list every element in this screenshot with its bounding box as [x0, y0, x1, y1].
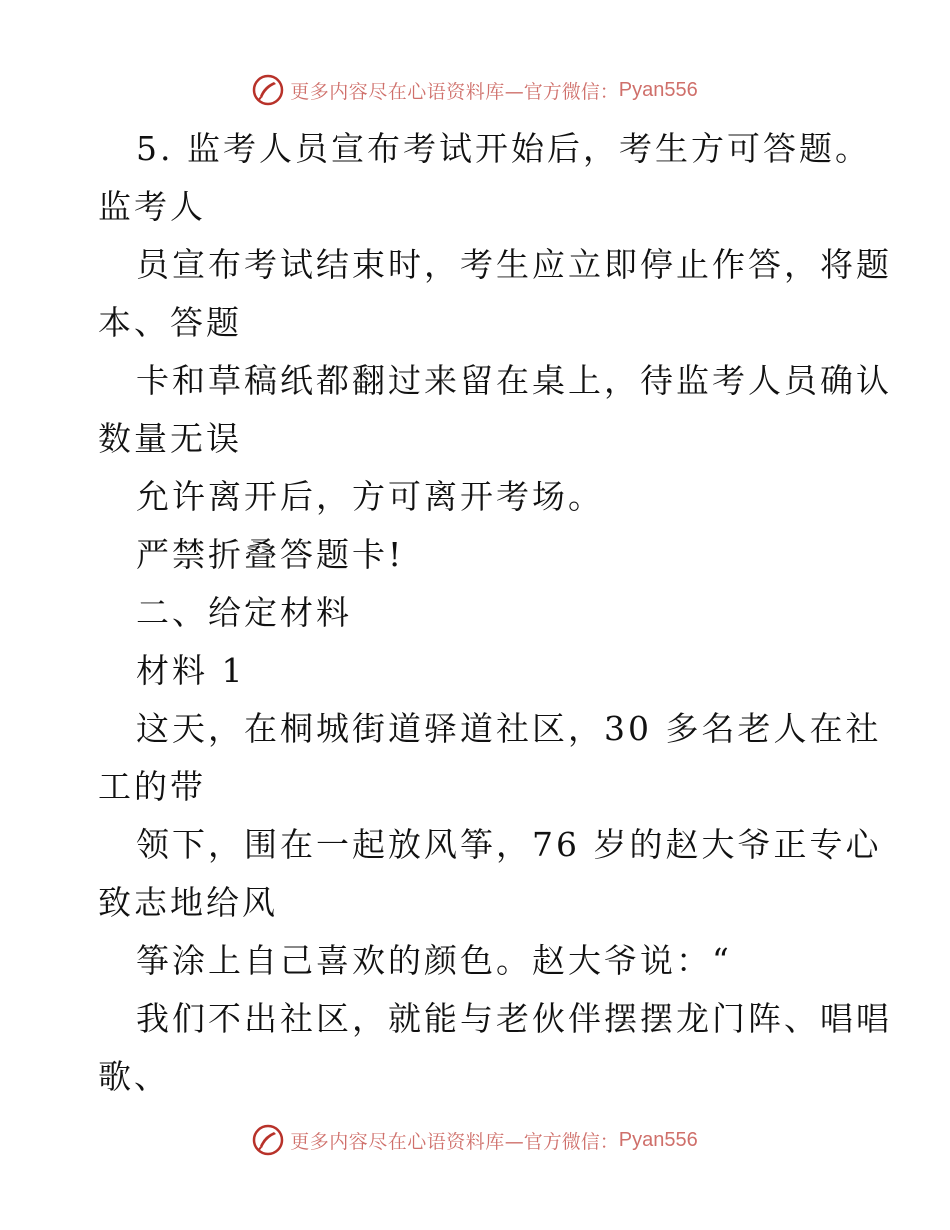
watermark-account: Pyan556 [618, 1128, 698, 1151]
body-line: 筝涂上自己喜欢的颜色。赵大爷说：“ [136, 941, 732, 980]
body-line: 严禁折叠答题卡! [136, 535, 405, 574]
pen-logo-icon [252, 1124, 284, 1156]
body-line: 致志地给风 [98, 883, 278, 922]
body-line: 这天，在桐城街道驿道社区，30 多名老人在社 [136, 709, 882, 748]
pen-logo-icon [252, 74, 284, 106]
body-line: 卡和草稿纸都翻过来留在桌上，待监考人员确认 [136, 361, 892, 400]
footer-watermark [0, 1122, 950, 1158]
body-line: 领下，围在一起放风筝，76 岁的赵大爷正专心 [136, 825, 882, 864]
watermark-text: 更多内容尽在心语资料库 [290, 80, 505, 103]
body-line: 员宣布考试结束时，考生应立即停止作答，将题 [136, 245, 892, 284]
watermark-text: 更多内容尽在心语资料库 [290, 1130, 505, 1153]
body-line: 数量无误 [98, 419, 242, 458]
section-heading: 二、给定材料 [136, 593, 352, 632]
material-heading: 材料 1 [136, 651, 246, 690]
body-line: 本、答题 [98, 303, 242, 342]
body-line: 我们不出社区，就能与老伙伴摆摆龙门阵、唱唱 [136, 999, 892, 1038]
body-line: 监考人 [98, 187, 206, 226]
body-line: 允许离开后，方可离开考场。 [136, 477, 604, 516]
watermark-separator: —官方微信： [504, 80, 619, 103]
watermark-account: Pyan556 [618, 78, 698, 101]
body-line: 歌、 [98, 1057, 170, 1096]
watermark-separator: —官方微信： [504, 1130, 619, 1153]
header-watermark [0, 72, 950, 108]
body-line: 工的带 [98, 767, 206, 806]
document-body [98, 120, 892, 1106]
body-line: 5. 监考人员宣布考试开始后，考生方可答题。 [136, 129, 871, 168]
